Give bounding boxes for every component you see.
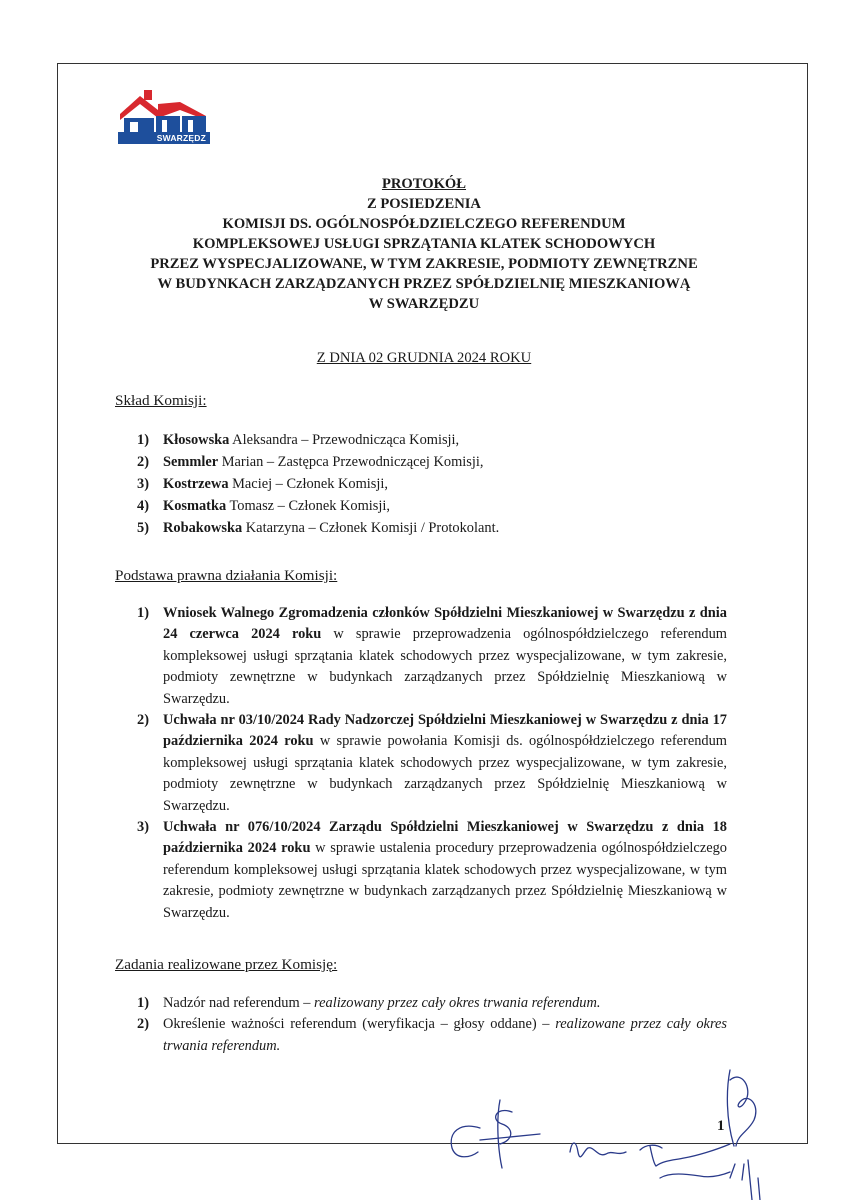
logo-text: SWARZĘDZ [156,133,206,143]
legal-basis-heading: Podstawa prawna działania Komisji: [115,567,338,584]
list-item: 1) Wniosek Walnego Zgromadzenia członków Spółdzielni Mieszkaniowej w Swarzędzu z dnia 24 czerwca 2024 roku w sprawie przeprowadzenia ogólnospółdzielczego referendum kompleksowej usługi sprzątania klatek schodowych przez wyspecjalizowane, w tym zakresie, podmioty zewnętrzne w budynkach zarządzanych przez Spółdzielnię Mieszkaniową w Swarzędzu. [137,605,727,707]
composition-heading: Skład Komisji: [115,392,207,409]
members-list [137,430,727,540]
list-item: 2) Uchwała nr 03/10/2024 Rady Nadzorczej Spółdzielni Mieszkaniowej w Swarzędzu z dnia 17 października 2024 roku w sprawie powołania Komisji ds. ogólnospółdzielczego referendum kompleksowej usługi sprzątania klatek schodowych przez wyspecjalizowane, w tym zakresie, podmioty zewnętrzne w budynkach zarządzanych przez Spółdzielnię Mieszkaniową w Swarzędzu. [137,712,728,814]
title-line: W SWARZĘDZU [368,296,480,312]
cooperative-logo [118,88,210,144]
title-line: Z POSIEDZENIA [367,196,481,212]
title-line: W BUDYNKACH ZARZĄDZANYCH PRZEZ SPÓŁDZIELNIĘ MIESZKANIOWĄ [157,276,691,292]
tasks-list [137,993,727,1057]
list-item: 4) Kosmatka Tomasz – Członek Komisji, [137,497,390,514]
tasks-heading: Zadania realizowane przez Komisję: [115,956,338,973]
title-line: KOMISJI DS. OGÓLNOSPÓŁDZIELCZEGO REFERENDUM [222,216,626,232]
list-item: 3) Uchwała nr 076/10/2024 Zarządu Spółdzielni Mieszkaniowej w Swarzędzu z dnia 18 października 2024 roku w sprawie ustalenia procedury przeprowadzenia ogólnospółdzielczego referendum kompleksowej usługi sprzątania klatek schodowych przez wyspecjalizowane, w tym zakresie, podmioty zewnętrzne w budynkach zarządzanych przez Spółdzielnię Mieszkaniową w Swarzędzu. [137,819,727,921]
list-item: 1) Nadzór nad referendum – realizowany przez cały okres trwania referendum. [137,995,601,1011]
list-item: 5) Robakowska Katarzyna – Członek Komisji / Protokolant. [137,519,500,536]
list-item: 2) Semmler Marian – Zastępca Przewodniczącej Komisji, [137,453,484,470]
list-item: 2) Określenie ważności referendum (weryfikacja – głosy oddane) – realizowane przez cały okres trwania referendum. [137,1016,727,1054]
list-item: 3) Kostrzewa Maciej – Członek Komisji, [137,475,389,492]
title-line: KOMPLEKSOWEJ USŁUGI SPRZĄTANIA KLATEK SCHODOWYCH [192,236,656,252]
document-title-block [90,174,758,314]
page-number: 1 [717,1118,725,1134]
title-line: PRZEZ WYSPECJALIZOWANE, W TYM ZAKRESIE, PODMIOTY ZEWNĘTRZNE [150,256,698,272]
legal-basis-list [137,603,727,924]
handwritten-signatures [430,1060,780,1200]
document-title: PROTOKÓŁ [381,176,467,192]
document-date: Z DNIA 02 GRUDNIA 2024 ROKU [316,350,532,366]
list-item: 1) Kłosowska Aleksandra – Przewodnicząca Komisji, [137,432,460,448]
